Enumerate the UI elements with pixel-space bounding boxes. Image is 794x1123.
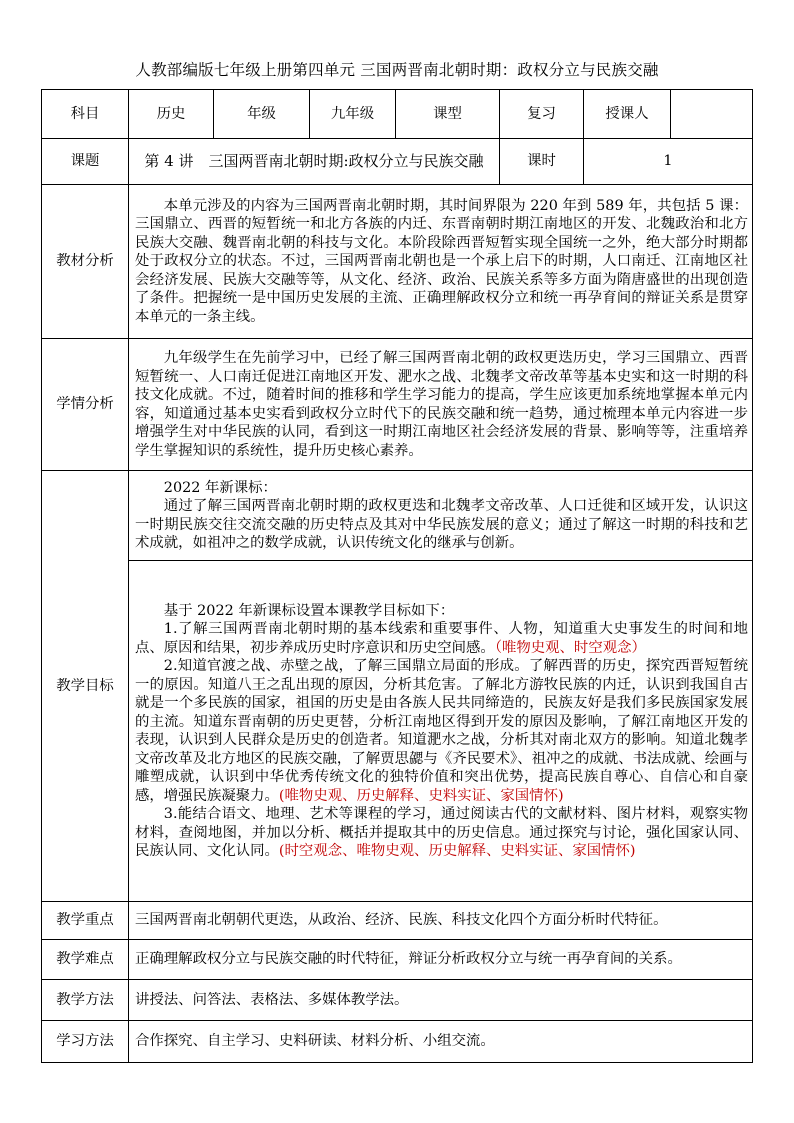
grade-value: 九年级 [310, 90, 396, 139]
standard-cell [129, 471, 753, 561]
subject-label: 科目 [42, 90, 129, 139]
teaching-methods-row [42, 980, 753, 1021]
learning-methods-row [42, 1021, 753, 1063]
hours-label: 课时 [500, 139, 584, 185]
goals-cell [129, 561, 753, 902]
teacher-value [671, 90, 753, 139]
topic-row [42, 139, 753, 185]
textbook-analysis-label: 教材分析 [42, 185, 129, 339]
topic-value: 第 4 讲 三国两晋南北朝时期:政权分立与民族交融 [129, 139, 500, 185]
goal-3-text: 3.能结合语文、地理、艺术等课程的学习，通过阅读古代的文献材料、图片材料，观察实物材料，查阅地图，并加以分析、概括并提取其中的历史信息。通过探究与讨论，强化国家认同、民族认同、文化认同。 [135, 806, 748, 859]
student-analysis-row [42, 339, 753, 471]
difficulties-text: 正确理解政权分立与民族交融的时代特征，辩证分析政权分立与统一再孕育间的关系。 [129, 940, 753, 980]
learning-methods-text: 合作探究、自主学习、史料研读、材料分析、小组交流。 [129, 1021, 753, 1063]
objectives-label: 教学目标 [42, 471, 129, 902]
student-analysis-cell [129, 339, 753, 471]
standard-row [42, 471, 753, 561]
goal-1 [135, 620, 748, 657]
subject-value: 历史 [129, 90, 214, 139]
goal-1-text: 1.了解三国两晋南北朝时期的基本线索和重要事件、人物，知道重大史事发生的时间和地点、原因和结果，初步养成历史时序意识和历史空间感。 [135, 621, 748, 656]
goal-2-tag: (唯物史观、历史解释、史料实证、家国情怀) [278, 787, 564, 804]
teacher-label: 授课人 [584, 90, 671, 139]
topic-label: 课题 [42, 139, 129, 185]
teaching-methods-text: 讲授法、问答法、表格法、多媒体教学法。 [129, 980, 753, 1021]
type-label: 课型 [396, 90, 500, 139]
standard-title: 2022 年新课标： [163, 479, 277, 496]
key-points-row [42, 902, 753, 940]
goal-2-text: 2.知道官渡之战、赤壁之战，了解三国鼎立局面的形成。了解西晋的历史，探究西晋短暂统一的原因。知道八王之乱出现的原因，分析其危害。了解北方游牧民族的内迁，认识到我国自古就是一个多民族的国家，祖国的历史是由各族人民共同缔造的，民族友好是我们多民族国家发展的主流。知道东晋南朝的历史更替，分析江南地区得到开发的原因及影响，了解江南地区开发的表现，认识到人民群众是历史的创造者。知道淝水之战，分析其对南北双方的影响。知道北魏孝文帝改革及北方地区的民族交融，了解贾思勰与《齐民要术》、祖冲之的成就、书法成就、绘画与雕塑成就，认识到中华优秀传统文化的独特价值和突出优势，提高民族自尊心、自信心和自豪感，增强民族凝聚力。 [135, 658, 748, 804]
student-analysis-label: 学情分析 [42, 339, 129, 471]
goal-3-tag: (时空观念、唯物史观、历史解释、史料实证、家国情怀) [278, 843, 636, 859]
textbook-analysis-row [42, 185, 753, 339]
key-points-label: 教学重点 [42, 902, 129, 940]
goals-row [42, 561, 753, 902]
standard-text: 通过了解三国两晋南北朝时期的政权更迭和北魏孝文帝改革、人口迁徙和区域开发，认识这一时期民族交往交流交融的历史特点及其对中华民族发展的意义；通过了解这一时期的科技和艺术成就，如祖冲之的数学成就，认识传统文化的继承与创新。 [135, 498, 748, 551]
type-value: 复习 [500, 90, 584, 139]
goal-3 [135, 805, 748, 861]
difficulties-label: 教学难点 [42, 940, 129, 980]
goal-1-tag: （唯物史观、时空观念） [494, 639, 646, 656]
key-points-text: 三国两晋南北朝朝代更迭，从政治、经济、民族、科技文化四个方面分析时代特征。 [129, 902, 753, 940]
goal-2 [135, 657, 748, 805]
grade-label: 年级 [214, 90, 310, 139]
difficulties-row [42, 940, 753, 980]
goals-intro: 基于 2022 年新课标设置本课教学目标如下： [163, 602, 455, 619]
teaching-methods-label: 教学方法 [42, 980, 129, 1021]
learning-methods-label: 学习方法 [42, 1021, 129, 1063]
hours-value: 1 [584, 139, 753, 185]
textbook-analysis-text: 本单元涉及的内容为三国两晋南北朝时期，其时间界限为 220 年到 589 年，共包括 5 课：三国鼎立、西晋的短暂统一和北方各族的内迁、东晋南朝时期江南地区的开发、北魏政治和北方民族大交融、魏晋南北朝的科技与文化。本阶段除西晋短暂实现全国统一之外，绝大部分时期都处于政权分立的状态。不过，三国两晋南北朝也是一个承上启下的时期，人口南迁、江南地区社会经济发展、民族大交融等等，从文化、经济、政治、民族关系等多方面为隋唐盛世的出现创造了条件。把握统一是中国历史发展的主流、正确理解政权分立和统一再孕育间的辩证关系是贯穿本单元的一条主线。 [135, 197, 748, 325]
info-row [42, 90, 753, 139]
lesson-plan-table [41, 89, 753, 1063]
textbook-analysis-cell [129, 185, 753, 339]
document-title: 人教部编版七年级上册第四单元 三国两晋南北朝时期：政权分立与民族交融 [135, 61, 659, 79]
student-analysis-text: 九年级学生在先前学习中，已经了解三国两晋南北朝的政权更迭历史，学习三国鼎立、西晋短暂统一、人口南迁促进江南地区开发、淝水之战、北魏孝文帝改革等基本史实和这一时期的科技文化成就。不过，随着时间的推移和学生学习能力的提高，学生应该更加系统地掌握本单元内容，知道通过基本史实看到政权分立时代下的民族交融和统一趋势，通过梳理本单元内容进一步增强学生对中华民族的认同，看到这一时期江南地区社会经济发展的背景、影响等等，注重培养学生掌握知识的系统性，提升历史核心素养。 [135, 350, 748, 459]
